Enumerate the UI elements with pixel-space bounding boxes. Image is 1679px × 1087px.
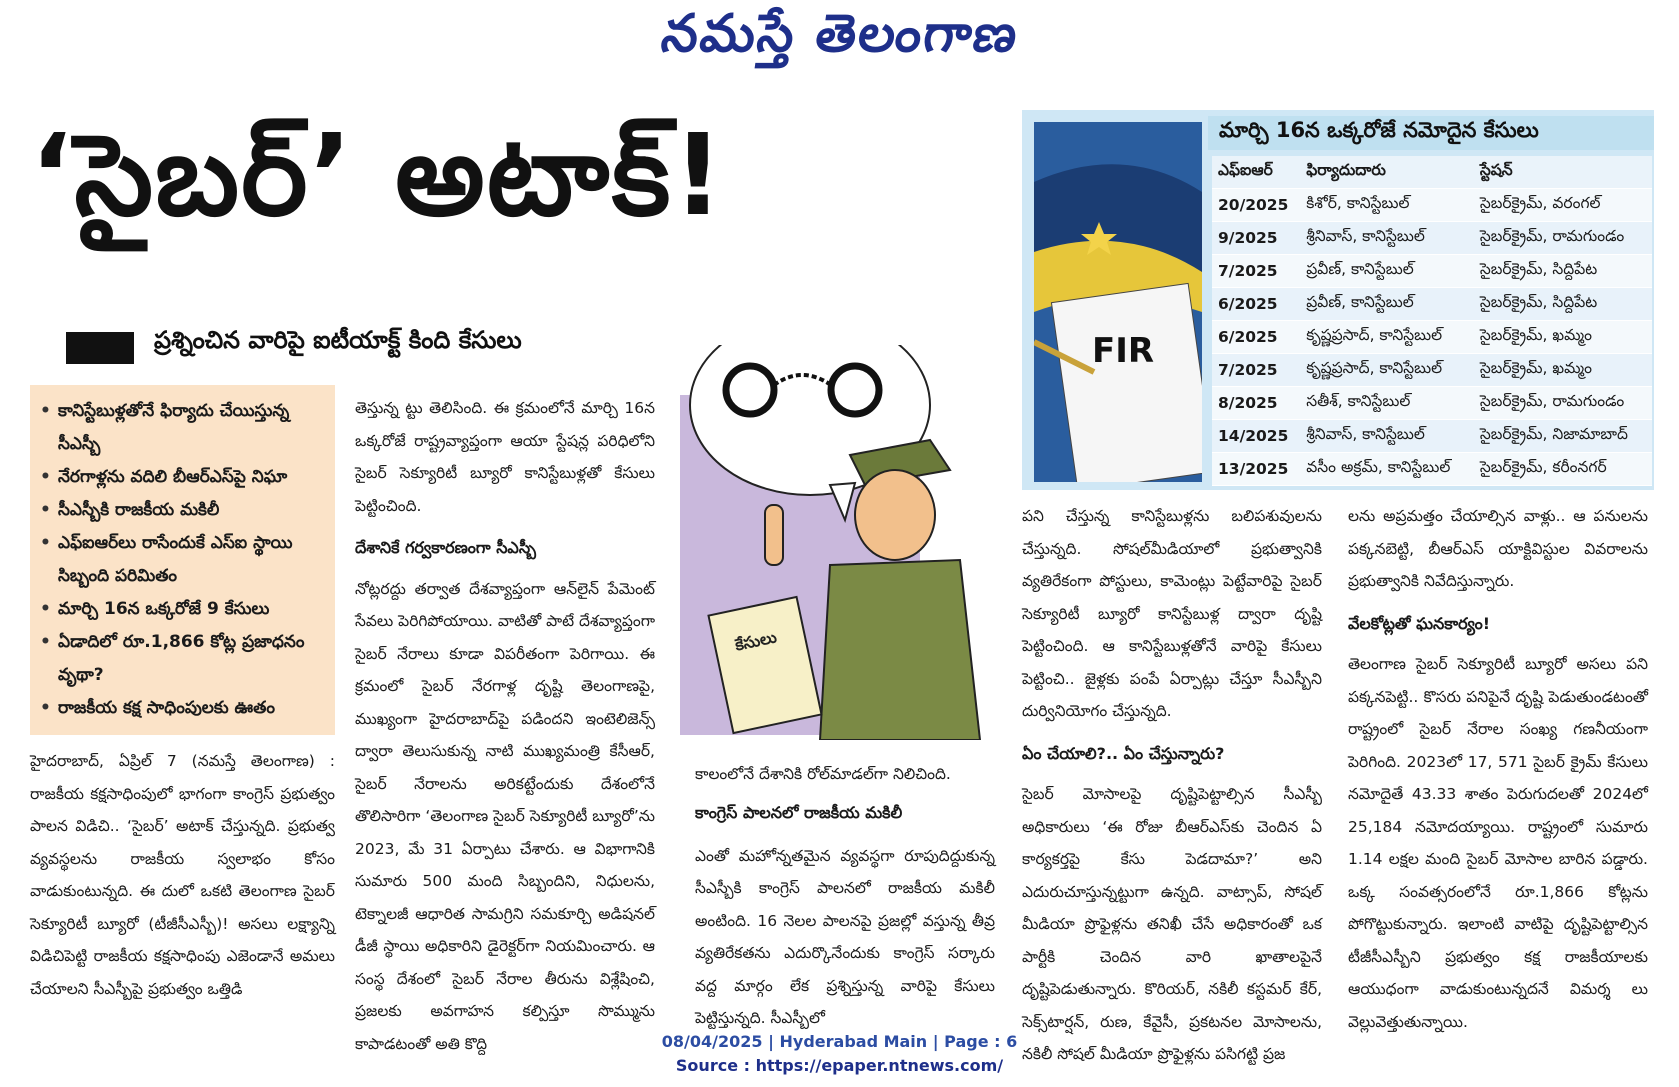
- highlight-item: [40, 593, 327, 626]
- highlights-list: [30, 385, 335, 725]
- station: సైబర్‌క్రైమ్, వరంగల్: [1474, 189, 1652, 222]
- article-column-1: [30, 745, 335, 1005]
- fir-cases-table: [1212, 156, 1652, 486]
- station: సైబర్‌క్రైమ్, ఖమ్మం: [1474, 321, 1652, 354]
- highlights-box: [30, 385, 335, 735]
- table-row: [1212, 222, 1652, 255]
- fir-table-graphic: [1022, 110, 1654, 490]
- article-paragraph: హైదరాబాద్, ఏప్రిల్ 7 (నమస్తే తెలంగాణ) : రాజకీయ కక్షసాధింపులో భాగంగా కాంగ్రెస్ ప్రభుత్వం పాలన విడిచి.. ‘సైబర్’ అటాక్ చేస్తున్నది. ప్రభుత్వ వ్యవస్థలను రాజకీయ స్వలాభం కోసం వాడుకుంటున్నది. ఈ దులో ఒకటి తెలంగాణ సైబర్ సెక్యూరిటీ బ్యూరో (టీజీసీఎస్బీ)! అసలు లక్ష్యాన్ని విడిచిపెట్టి రాజకీయ కక్షసాధింపు ఎజెండానే అమలు చేయాలని సీఎస్బీపై ప్రభుత్వం ఒత్తిడి: [30, 752, 335, 998]
- complainant: శ్రీనివాస్, కానిస్టేబుల్: [1300, 222, 1474, 255]
- complainant: సతీశ్, కానిస్టేబుల్: [1300, 387, 1474, 420]
- page-footer-info: 08/04/2025 | Hyderabad Main | Page : 6: [661, 1032, 1018, 1051]
- article-paragraph: నోట్లరద్దు తర్వాత దేశవ్యాప్తంగా ఆన్‌లైన్ పేమెంట్ సేవలు పెరిగిపోయాయి. వాటితో పాటే దేశవ్యాప్తంగా సైబర్ నేరాలు కూడా విపరీతంగా పెరిగాయి. ఈ క్రమంలో సైబర్ నేరగాళ్ల దృష్టి తెలంగాణపై, ముఖ్యంగా హైదరాబాద్‌పై పడిందని ఇంటెలిజెన్స్ ద్వారా తెలుసుకున్న నాటి ముఖ్యమంత్రి కేసీఆర్, సైబర్ నేరాలను అరికట్టేందుకు దేశంలోనే తొలిసారిగా ‘తెలంగాణ సైబర్ సెక్యూరిటీ బ్యూరో’ను 2023, మే 31 ఏర్పాటు చేశారు. ఆ విభాగానికి సుమారు 500 మంది సిబ్బందిని, నిధులను, టెక్నాలజీ ఆధారిత సామగ్రిని సమకూర్చి అడిషనల్ డీజీ స్థాయి అధికారిని డైరెక్టర్‌గా నియమించారు. ఆ సంస్థ దేశంలో సైబర్ నేరాల తీరును విశ్లేషించి, ప్రజలకు అవగాహన కల్పిస్తూ సొమ్మును కాపాడటంతో అతి కొద్ది: [355, 579, 656, 1053]
- article-paragraph: ఎంతో మహోన్నతమైన వ్యవస్థగా రూపుదిద్దుకున్న సీఎస్బీకి కాంగ్రెస్ పాలనలో రాజకీయ మకిలీ అంటింది. 16 నెలల పాలనపై ప్రజల్లో వస్తున్న తీవ్ర వ్యతిరేకతను ఎదుర్కొనేందుకు కాంగ్రెస్ సర్కారు వద్ద మార్గం లేక ప్రశ్నిస్తున్న వారిపై కేసులు పెట్టిస్తున్నది. సీఎస్బీలో: [695, 846, 995, 1027]
- highlight-item: [40, 692, 327, 725]
- complainant: శ్రీనివాస్, కానిస్టేబుల్: [1300, 420, 1474, 453]
- station: సైబర్‌క్రైమ్, నిజామాబాద్: [1474, 420, 1652, 453]
- highlight-item: [40, 494, 327, 527]
- subheadline: ప్రశ్నించిన వారిపై ఐటీయాక్ట్ కింది కేసులు: [154, 326, 522, 354]
- bullet-icon: •: [40, 599, 51, 619]
- bullet-icon: •: [40, 401, 51, 421]
- bullet-icon: •: [40, 467, 51, 487]
- highlight-text: సీఎస్బీకి రాజకీయ మకిలీ: [58, 500, 220, 520]
- bullet-icon: •: [40, 533, 51, 553]
- fir-number: 7/2025: [1212, 354, 1300, 387]
- complainant: వసీం అక్రమ్, కానిస్టేబుల్: [1300, 453, 1474, 486]
- highlight-text: రాజకీయ కక్ష సాధింపులకు ఊతం: [58, 698, 275, 718]
- headline: ‘సైబర్’ అటాక్!: [30, 111, 726, 241]
- fir-number: 14/2025: [1212, 420, 1300, 453]
- article-column-5: [1348, 500, 1648, 1038]
- fir-number: 7/2025: [1212, 255, 1300, 288]
- masthead-logo: నమస్తే తెలంగాణ: [657, 4, 1023, 64]
- article-column-4: [1022, 500, 1322, 1071]
- table-row: [1212, 255, 1652, 288]
- highlight-text: ఏడాదిలో రూ.1,866 కోట్ల ప్రజాధనం వృథా?: [58, 632, 305, 685]
- station: సైబర్‌క్రైమ్, రామగుండం: [1474, 387, 1652, 420]
- table-row: [1212, 321, 1652, 354]
- section-subheading: కాంగ్రెస్ పాలనలో రాజకీయ మకిలీ: [695, 803, 903, 822]
- article-paragraph: కాలంలోనే దేశానికి రోల్‌మాడల్‌గా నిలిచింది.: [695, 765, 951, 783]
- col-header-fir: ఎఫ్ఐఆర్: [1212, 156, 1300, 189]
- bullet-icon: •: [40, 500, 51, 520]
- section-subheading: ఏం చేయాలి?.. ఏం చేస్తున్నారు?: [1022, 743, 1225, 763]
- complainant: కృష్ణప్రసాద్, కానిస్టేబుల్: [1300, 321, 1474, 354]
- station: సైబర్‌క్రైమ్, ఖమ్మం: [1474, 354, 1652, 387]
- bullet-icon: •: [40, 632, 51, 652]
- page-footer-source[interactable]: Source : https://epaper.ntnews.com/: [675, 1056, 1004, 1075]
- complainant: ప్రవీణ్, కానిస్టేబుల్: [1300, 255, 1474, 288]
- fir-number: 6/2025: [1212, 288, 1300, 321]
- section-subheading: దేశానికే గర్వకారణంగా సీఎస్బీ: [355, 538, 536, 557]
- table-row: [1212, 354, 1652, 387]
- bullet-icon: •: [40, 698, 51, 718]
- station: సైబర్‌క్రైమ్, సిద్దిపేట: [1474, 288, 1652, 321]
- highlight-text: మార్చి 16న ఒక్కరోజే 9 కేసులు: [58, 599, 270, 619]
- article-paragraph: సైబర్ మోసాలపై దృష్టిపెట్టాల్సిన సీఎస్బీ అధికారులు ‘ఈ రోజు బీఆర్ఎస్‌కు చెందిన ఏ కార్యకర్తపై కేసు పెడదామా?’ అని ఎదురుచూస్తున్నట్టుగా ఉన్నది. వాట్సాప్, సోషల్ మీడియా ప్రొఫైళ్లను తనిఖీ చేసే అధికారంతో ఒక పార్టీకి చెందిన వారి ఖాతాలపైనే దృష్టిపెడుతున్నారు. కొరియర్, నకిలీ కస్టమర్ కేర్, సెక్స్‌టార్షన్, రుణ, కేవైసీ, ప్రకటనల మోసాలను, నకిలీ సోషల్ మీడియా ప్రొఫైళ్లను పసిగట్టి ప్రజ: [1022, 785, 1322, 1063]
- fir-label: FIR: [1092, 331, 1155, 371]
- table-row: [1212, 387, 1652, 420]
- fir-number: 9/2025: [1212, 222, 1300, 255]
- highlight-text: కానిస్టేబుళ్లతోనే ఫిర్యాదు చేయిస్తున్న సీఎస్బీ: [58, 401, 290, 454]
- table-row: [1212, 288, 1652, 321]
- station: సైబర్‌క్రైమ్, కరీంనగర్: [1474, 453, 1652, 486]
- fir-number: 8/2025: [1212, 387, 1300, 420]
- highlight-item: [40, 461, 327, 494]
- table-title: మార్చి 16న ఒక్కరోజే నమోదైన కేసులు: [1219, 118, 1539, 142]
- article-column-3: [695, 793, 995, 1035]
- fir-number: 13/2025: [1212, 453, 1300, 486]
- article-column-2: [355, 392, 655, 1060]
- highlight-item: [40, 626, 327, 692]
- cartoon-illustration: [680, 345, 1005, 740]
- table-header-row: [1212, 156, 1652, 189]
- complainant: ప్రవీణ్, కానిస్టేబుల్: [1300, 288, 1474, 321]
- subheadline-block: [66, 318, 686, 368]
- article-column-3-cont: [695, 758, 995, 791]
- fir-number: 6/2025: [1212, 321, 1300, 354]
- table-row: [1212, 189, 1652, 222]
- col-header-station: స్టేషన్: [1474, 156, 1652, 189]
- article-paragraph: లను అప్రమత్తం చేయాల్సిన వాళ్లు.. ఆ పనులను పక్కనబెట్టి, బీఆర్ఎస్ యాక్టివిస్టుల వివరాలను ప్రభుత్వానికి నివేదిస్తున్నారు.: [1348, 507, 1648, 590]
- subheadline-bar: [66, 332, 134, 364]
- station: సైబర్‌క్రైమ్, సిద్దిపేట: [1474, 255, 1652, 288]
- fir-illustration: [1034, 122, 1202, 482]
- highlight-item: [40, 527, 327, 593]
- station: సైబర్‌క్రైమ్, రామగుండం: [1474, 222, 1652, 255]
- case-paper-label: కేసులు: [733, 627, 779, 655]
- article-paragraph: పని చేస్తున్న కానిస్టేబుళ్లను బలిపశువులను చేస్తున్నది. సోషల్‌మీడియాలో ప్రభుత్వానికి వ్యతిరేకంగా పోస్టులు, కామెంట్లు పెట్టేవారిపై సైబర్ సెక్యూరిటీ బ్యూరో కానిస్టేబుళ్ల ద్వారా దృష్టి పెట్టించింది. ఆ కానిస్టేబుళ్లతోనే వారిపై కేసులు పెట్టించి.. జైళ్లకు పంపే ఏర్పాట్లు చేస్తూ సీఎస్బీని దుర్వినియోగం చేస్తున్నది.: [1022, 507, 1322, 720]
- complainant: కృష్ణప్రసాద్, కానిస్టేబుల్: [1300, 354, 1474, 387]
- table-row: [1212, 420, 1652, 453]
- table-row: [1212, 453, 1652, 486]
- article-paragraph: తెలంగాణ సైబర్ సెక్యూరిటీ బ్యూరో అసలు పని పక్కనపెట్టి.. కొసరు పనిపైనే దృష్టి పెడుతుండటంతో రాష్ట్రంలో సైబర్ నేరాల సంఖ్య గణనీయంగా పెరిగింది. 2023లో 17, 571 సైబర్ క్రైమ్ కేసులు నమోదైతే 43.33 శాతం పెరుగుదలతో 2024లో 25,184 నమోదయ్యాయి. రాష్ట్రంలో సుమారు 1.14 లక్షల మంది సైబర్ మోసాల బారిన పడ్డారు. ఒక్క సంవత్సరంలోనే రూ.1,866 కోట్లను పోగొట్టుకున్నారు. ఇలాంటి వాటిపై దృష్టిపెట్టాల్సిన టీజీసీఎస్బీని ప్రభుత్వం కక్ష రాజకీయాలకు ఆయుధంగా వాడుకుంటున్నదనే విమర్శ లు వెల్లువెత్తుతున్నాయి.: [1348, 655, 1648, 1031]
- complainant: కిశోర్, కానిస్టేబుల్: [1300, 189, 1474, 222]
- article-paragraph: తెస్తున్న ట్టు తెలిసింది. ఈ క్రమంలోనే మార్చి 16న ఒక్కరోజే రాష్ట్రవ్యాప్తంగా ఆయా స్టేషన్ల పరిధిలోని సైబర్ సెక్యూరిటీ బ్యూరో కానిస్టేబుళ్లతో కేసులు పెట్టించింది.: [355, 399, 655, 515]
- section-subheading: వేలకోట్లతో ఘనకార్యం!: [1348, 613, 1491, 633]
- highlight-item: [40, 395, 327, 461]
- col-header-complainant: ఫిర్యాదుదారు: [1300, 156, 1474, 189]
- highlight-text: ఎఫ్ఐఆర్‌లు రాసేందుకే ఎస్ఐ స్థాయి సిబ్బంది పరిమితం: [58, 533, 293, 586]
- fir-number: 20/2025: [1212, 189, 1300, 222]
- highlight-text: నేరగాళ్లను వదిలి బీఆర్ఎస్‌పై నిఘా: [58, 467, 288, 487]
